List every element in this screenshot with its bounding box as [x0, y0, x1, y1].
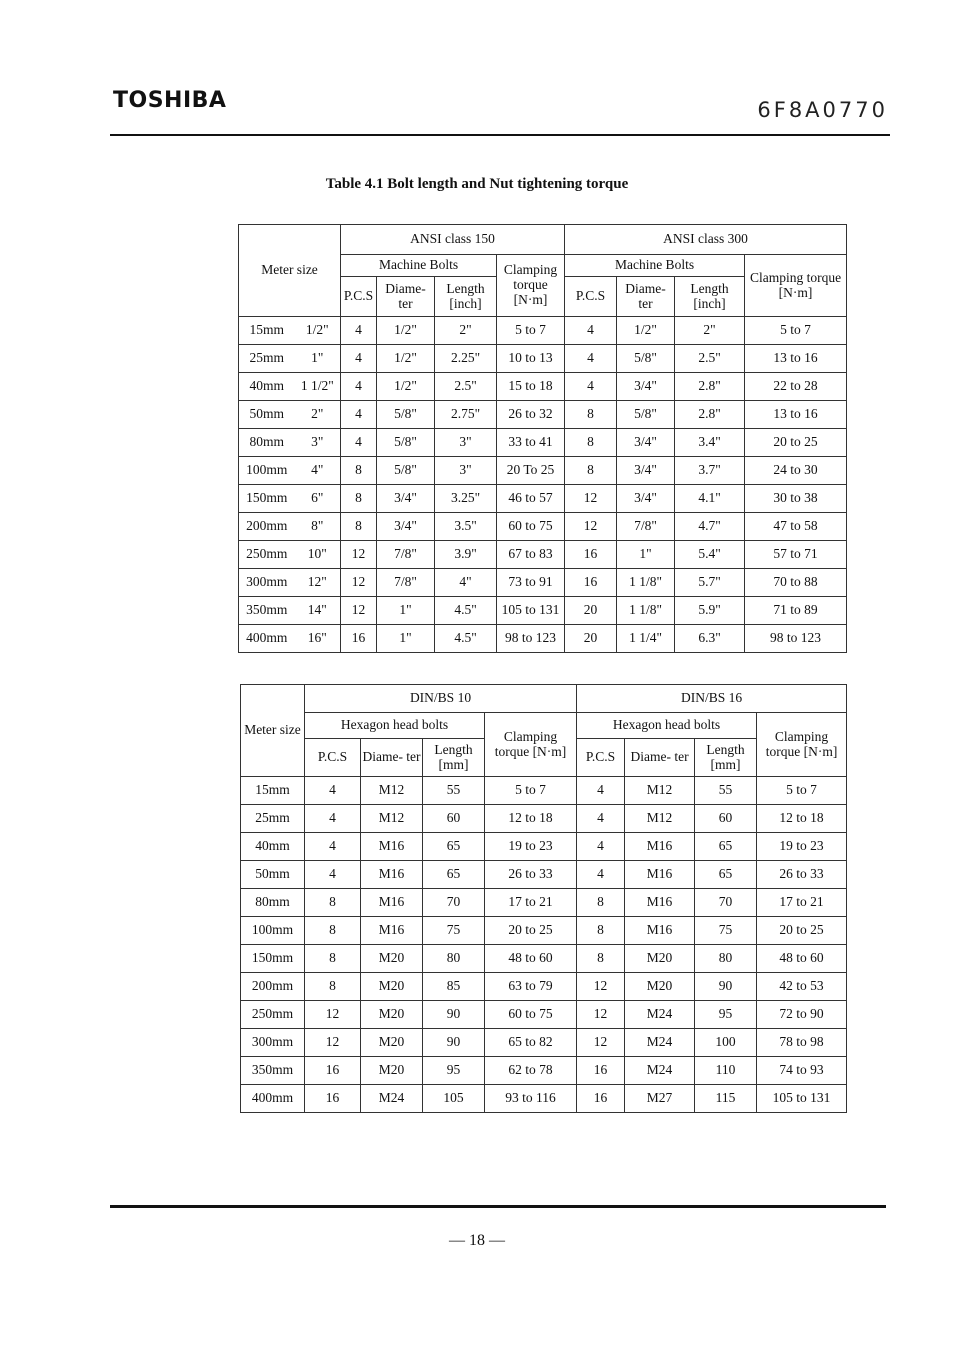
table-row: [239, 401, 847, 429]
table-cell: 5/8": [377, 457, 435, 485]
machine-bolts-header: Machine Bolts: [565, 255, 745, 277]
table-cell: 65: [695, 861, 757, 889]
table-cell: 16: [577, 1057, 625, 1085]
table-cell: 98 to 123: [497, 625, 565, 653]
table-cell: M16: [625, 917, 695, 945]
table-row: [239, 457, 847, 485]
table-cell: 105 to 131: [497, 597, 565, 625]
table-cell: 110: [695, 1057, 757, 1085]
table-cell: 115: [695, 1085, 757, 1113]
table-cell: M20: [361, 1029, 423, 1057]
ansi-class-150-header: ANSI class 150: [341, 225, 565, 255]
table-cell: 67 to 83: [497, 541, 565, 569]
table-cell: 65: [695, 833, 757, 861]
table-cell: 7/8": [377, 569, 435, 597]
table-cell: 78 to 98: [757, 1029, 847, 1057]
table-cell: 8: [341, 485, 377, 513]
table-row: [239, 597, 847, 625]
table-cell: 25mm: [239, 345, 295, 373]
table-cell: 1 1/8": [617, 597, 675, 625]
table-cell: M20: [625, 945, 695, 973]
table-cell: 1": [295, 345, 341, 373]
table-cell: 1/2": [377, 317, 435, 345]
table-cell: 4": [295, 457, 341, 485]
table-cell: 26 to 33: [757, 861, 847, 889]
hexagon-head-bolts-header: Hexagon head bolts: [305, 713, 485, 739]
table-cell: 5.9": [675, 597, 745, 625]
table-cell: 2": [675, 317, 745, 345]
table-cell: 8: [305, 889, 361, 917]
clamping-torque-header: Clamping torque [N·m]: [485, 713, 577, 777]
length-header: Length [inch]: [435, 277, 497, 317]
table-row: [241, 1057, 847, 1085]
table-cell: 4: [577, 805, 625, 833]
pcs-header: P.C.S: [305, 739, 361, 777]
table-row: [241, 1085, 847, 1113]
table-row: [239, 373, 847, 401]
table-cell: 4: [577, 833, 625, 861]
table-cell: M20: [361, 1001, 423, 1029]
table-row: [239, 625, 847, 653]
table-cell: 16: [341, 625, 377, 653]
table-cell: 26 to 33: [485, 861, 577, 889]
table-cell: M16: [625, 889, 695, 917]
table-cell: 12": [295, 569, 341, 597]
table-row: [239, 429, 847, 457]
table-cell: 1 1/8": [617, 569, 675, 597]
table-cell: 19 to 23: [757, 833, 847, 861]
table-cell: 8: [341, 457, 377, 485]
table-cell: 4: [565, 317, 617, 345]
table-row: [241, 945, 847, 973]
machine-bolts-header: Machine Bolts: [341, 255, 497, 277]
table-cell: 12 to 18: [485, 805, 577, 833]
clamping-torque-header: Clamping torque [N·m]: [757, 713, 847, 777]
table-cell: 4: [577, 777, 625, 805]
table-cell: 48 to 60: [485, 945, 577, 973]
table-cell: 20 to 25: [757, 917, 847, 945]
table-cell: 6.3": [675, 625, 745, 653]
table-cell: M27: [625, 1085, 695, 1113]
table-cell: 5 to 7: [485, 777, 577, 805]
table-cell: 12: [341, 569, 377, 597]
table-cell: 16: [305, 1057, 361, 1085]
table-cell: 16: [577, 1085, 625, 1113]
table-cell: 3.25": [435, 485, 497, 513]
table-cell: 1/2": [295, 317, 341, 345]
table-cell: 55: [695, 777, 757, 805]
ansi-bolt-table: [238, 224, 847, 653]
table-cell: 57 to 71: [745, 541, 847, 569]
table-cell: 4: [305, 861, 361, 889]
table-cell: 60: [695, 805, 757, 833]
table-row: [239, 513, 847, 541]
table-cell: 33 to 41: [497, 429, 565, 457]
din-bs-16-header: DIN/BS 16: [577, 685, 847, 713]
table-cell: 13 to 16: [745, 401, 847, 429]
table-cell: 4: [305, 833, 361, 861]
table-cell: 105 to 131: [757, 1085, 847, 1113]
table-cell: M12: [625, 777, 695, 805]
table-cell: 4.7": [675, 513, 745, 541]
table-caption: Table 4.1 Bolt length and Nut tightening torque: [325, 176, 629, 192]
table-row: [241, 833, 847, 861]
table-cell: 105: [423, 1085, 485, 1113]
table-cell: 100mm: [241, 917, 305, 945]
table-cell: 17 to 21: [757, 889, 847, 917]
table-cell: M12: [361, 805, 423, 833]
table-cell: 14": [295, 597, 341, 625]
table-cell: 90: [423, 1029, 485, 1057]
table-cell: M20: [361, 945, 423, 973]
length-header: Length [mm]: [695, 739, 757, 777]
table-row: [241, 777, 847, 805]
table-cell: 5 to 7: [497, 317, 565, 345]
table-cell: 3/4": [617, 485, 675, 513]
table-cell: 10 to 13: [497, 345, 565, 373]
table-row: [239, 569, 847, 597]
table-cell: 25mm: [241, 805, 305, 833]
table-row: [241, 861, 847, 889]
table-cell: 50mm: [241, 861, 305, 889]
table-cell: 4.5": [435, 625, 497, 653]
diameter-header: Diame- ter: [625, 739, 695, 777]
table-row: [241, 805, 847, 833]
table-cell: 4: [341, 429, 377, 457]
table-cell: M16: [361, 833, 423, 861]
table-cell: 12: [341, 597, 377, 625]
table-cell: 60 to 75: [497, 513, 565, 541]
clamping-torque-header: Clamping torque [N·m]: [497, 255, 565, 317]
ansi-class-300-header: ANSI class 300: [565, 225, 847, 255]
table-cell: 4: [565, 345, 617, 373]
table-cell: 5/8": [617, 401, 675, 429]
din-bs-10-header: DIN/BS 10: [305, 685, 577, 713]
table-cell: 4: [341, 317, 377, 345]
table-cell: 12: [577, 1029, 625, 1057]
table-cell: 4: [305, 777, 361, 805]
table-cell: 46 to 57: [497, 485, 565, 513]
table-cell: M16: [625, 861, 695, 889]
length-header: Length [mm]: [423, 739, 485, 777]
table-cell: 12: [341, 541, 377, 569]
table-row: [241, 889, 847, 917]
pcs-header: P.C.S: [577, 739, 625, 777]
table-cell: 5 to 7: [757, 777, 847, 805]
table-cell: 2.5": [435, 373, 497, 401]
table-cell: 3/4": [377, 485, 435, 513]
table-cell: 1": [617, 541, 675, 569]
header-divider: [110, 134, 890, 136]
diameter-header: Diame- ter: [617, 277, 675, 317]
table-cell: 400mm: [239, 625, 295, 653]
table-cell: M16: [361, 917, 423, 945]
table-cell: 3.7": [675, 457, 745, 485]
table-cell: M16: [361, 861, 423, 889]
table-cell: 20 To 25: [497, 457, 565, 485]
table-cell: 40mm: [241, 833, 305, 861]
table-cell: M24: [361, 1085, 423, 1113]
table-cell: 60: [423, 805, 485, 833]
table-cell: 62 to 78: [485, 1057, 577, 1085]
table-cell: M12: [625, 805, 695, 833]
table-cell: 98 to 123: [745, 625, 847, 653]
table-cell: 15mm: [241, 777, 305, 805]
table-cell: 4: [341, 345, 377, 373]
table-cell: 4: [565, 373, 617, 401]
table-cell: 5.7": [675, 569, 745, 597]
table-cell: 2.5": [675, 345, 745, 373]
table-cell: 100: [695, 1029, 757, 1057]
table-cell: 5/8": [377, 429, 435, 457]
table-row: [239, 485, 847, 513]
table-cell: 3": [295, 429, 341, 457]
table-cell: 20: [565, 625, 617, 653]
table-cell: 40mm: [239, 373, 295, 401]
table-cell: 4.5": [435, 597, 497, 625]
table-cell: 80: [423, 945, 485, 973]
table-cell: 47 to 58: [745, 513, 847, 541]
table-cell: 93 to 116: [485, 1085, 577, 1113]
table-cell: 26 to 32: [497, 401, 565, 429]
table-cell: 15 to 18: [497, 373, 565, 401]
table-cell: 20 to 25: [485, 917, 577, 945]
table-cell: 17 to 21: [485, 889, 577, 917]
table-cell: 8: [577, 889, 625, 917]
table-cell: 12: [565, 513, 617, 541]
table-cell: 75: [423, 917, 485, 945]
table-cell: M24: [625, 1057, 695, 1085]
table-cell: 8": [295, 513, 341, 541]
meter-size-header: Meter size: [241, 685, 305, 777]
hexagon-head-bolts-header: Hexagon head bolts: [577, 713, 757, 739]
table-cell: 42 to 53: [757, 973, 847, 1001]
table-cell: 350mm: [239, 597, 295, 625]
table-cell: 5/8": [377, 401, 435, 429]
table-cell: 1/2": [377, 373, 435, 401]
table-cell: 8: [577, 917, 625, 945]
table-cell: 74 to 93: [757, 1057, 847, 1085]
table-cell: 12: [577, 1001, 625, 1029]
table-cell: M20: [361, 1057, 423, 1085]
table-cell: 4.1": [675, 485, 745, 513]
table-cell: 8: [305, 973, 361, 1001]
table-cell: 8: [565, 457, 617, 485]
table-cell: 4: [341, 373, 377, 401]
table-cell: 95: [423, 1057, 485, 1085]
clamping-torque-header: Clamping torque [N·m]: [745, 255, 847, 317]
meter-size-header: Meter size: [239, 225, 341, 317]
table-cell: 2.8": [675, 373, 745, 401]
table-cell: 150mm: [241, 945, 305, 973]
table-cell: 2.75": [435, 401, 497, 429]
length-header: Length [inch]: [675, 277, 745, 317]
table-cell: 3.9": [435, 541, 497, 569]
table-cell: 7/8": [377, 541, 435, 569]
table-cell: 12 to 18: [757, 805, 847, 833]
table-cell: 150mm: [239, 485, 295, 513]
table-cell: 3/4": [617, 457, 675, 485]
table-cell: 95: [695, 1001, 757, 1029]
table-cell: 8: [305, 945, 361, 973]
table-cell: 3/4": [617, 373, 675, 401]
table-cell: 70: [695, 889, 757, 917]
table-cell: 200mm: [239, 513, 295, 541]
table-cell: 16: [305, 1085, 361, 1113]
table-cell: M20: [625, 973, 695, 1001]
table-cell: 75: [695, 917, 757, 945]
table-cell: 3/4": [377, 513, 435, 541]
table-cell: 80mm: [239, 429, 295, 457]
table-cell: 80: [695, 945, 757, 973]
table-cell: 13 to 16: [745, 345, 847, 373]
table-cell: 250mm: [239, 541, 295, 569]
table-cell: 8: [577, 945, 625, 973]
table-cell: 250mm: [241, 1001, 305, 1029]
table-cell: 2.8": [675, 401, 745, 429]
table-cell: 12: [305, 1001, 361, 1029]
table-cell: 15mm: [239, 317, 295, 345]
table-cell: 90: [423, 1001, 485, 1029]
table-cell: 16: [565, 569, 617, 597]
table-cell: 80mm: [241, 889, 305, 917]
table-cell: 8: [305, 917, 361, 945]
footer-divider: [110, 1205, 886, 1208]
table-cell: M20: [361, 973, 423, 1001]
toshiba-logo: TOSHIBA: [113, 88, 227, 113]
table-cell: 24 to 30: [745, 457, 847, 485]
table-cell: 60 to 75: [485, 1001, 577, 1029]
table-cell: M12: [361, 777, 423, 805]
table-cell: 1": [377, 597, 435, 625]
table-cell: 72 to 90: [757, 1001, 847, 1029]
table-cell: 90: [695, 973, 757, 1001]
table-cell: 85: [423, 973, 485, 1001]
table-cell: M24: [625, 1029, 695, 1057]
table-cell: 20 to 25: [745, 429, 847, 457]
table-cell: 1/2": [377, 345, 435, 373]
table-cell: 100mm: [239, 457, 295, 485]
table-cell: 3": [435, 429, 497, 457]
table-cell: 1 1/2": [295, 373, 341, 401]
table-cell: 2": [295, 401, 341, 429]
table-cell: 1 1/4": [617, 625, 675, 653]
table-cell: 300mm: [241, 1029, 305, 1057]
table-cell: 7/8": [617, 513, 675, 541]
table-cell: 63 to 79: [485, 973, 577, 1001]
pcs-header: P.C.S: [341, 277, 377, 317]
table-cell: 3.4": [675, 429, 745, 457]
table-cell: 4: [577, 861, 625, 889]
table-cell: 1/2": [617, 317, 675, 345]
table-cell: M16: [625, 833, 695, 861]
table-row: [239, 541, 847, 569]
table-cell: 50mm: [239, 401, 295, 429]
table-row: [241, 1029, 847, 1057]
table-cell: 16": [295, 625, 341, 653]
table-cell: 70: [423, 889, 485, 917]
table-cell: 8: [341, 513, 377, 541]
table-cell: 55: [423, 777, 485, 805]
table-cell: 30 to 38: [745, 485, 847, 513]
table-cell: M16: [361, 889, 423, 917]
table-cell: 10": [295, 541, 341, 569]
table-cell: 12: [305, 1029, 361, 1057]
table-cell: 22 to 28: [745, 373, 847, 401]
table-cell: 19 to 23: [485, 833, 577, 861]
table-cell: 65 to 82: [485, 1029, 577, 1057]
table-cell: 3.5": [435, 513, 497, 541]
table-cell: 70 to 88: [745, 569, 847, 597]
table-cell: 20: [565, 597, 617, 625]
table-cell: 8: [565, 401, 617, 429]
document-number: 6F8A0770: [757, 98, 888, 122]
table-cell: 12: [577, 973, 625, 1001]
table-cell: 16: [565, 541, 617, 569]
table-cell: 2": [435, 317, 497, 345]
table-cell: 65: [423, 833, 485, 861]
table-cell: 6": [295, 485, 341, 513]
table-row: [241, 973, 847, 1001]
table-cell: 400mm: [241, 1085, 305, 1113]
table-cell: 71 to 89: [745, 597, 847, 625]
table-cell: 5.4": [675, 541, 745, 569]
table-cell: 12: [565, 485, 617, 513]
table-row: [241, 1001, 847, 1029]
diameter-header: Diame- ter: [361, 739, 423, 777]
diameter-header: Diame- ter: [377, 277, 435, 317]
table-cell: 48 to 60: [757, 945, 847, 973]
table-cell: 3": [435, 457, 497, 485]
table-cell: 350mm: [241, 1057, 305, 1085]
table-row: [239, 317, 847, 345]
table-cell: 8: [565, 429, 617, 457]
pcs-header: P.C.S: [565, 277, 617, 317]
table-cell: 4": [435, 569, 497, 597]
table-cell: 200mm: [241, 973, 305, 1001]
page-number: — 18 —: [449, 1232, 505, 1249]
table-cell: 4: [341, 401, 377, 429]
table-cell: 65: [423, 861, 485, 889]
table-cell: M24: [625, 1001, 695, 1029]
table-cell: 5 to 7: [745, 317, 847, 345]
din-bs-bolt-table: [240, 684, 847, 1113]
table-cell: 1": [377, 625, 435, 653]
table-row: [239, 345, 847, 373]
table-cell: 3/4": [617, 429, 675, 457]
table-row: [241, 917, 847, 945]
table-cell: 2.25": [435, 345, 497, 373]
table-cell: 5/8": [617, 345, 675, 373]
table-cell: 73 to 91: [497, 569, 565, 597]
table-cell: 300mm: [239, 569, 295, 597]
table-cell: 4: [305, 805, 361, 833]
